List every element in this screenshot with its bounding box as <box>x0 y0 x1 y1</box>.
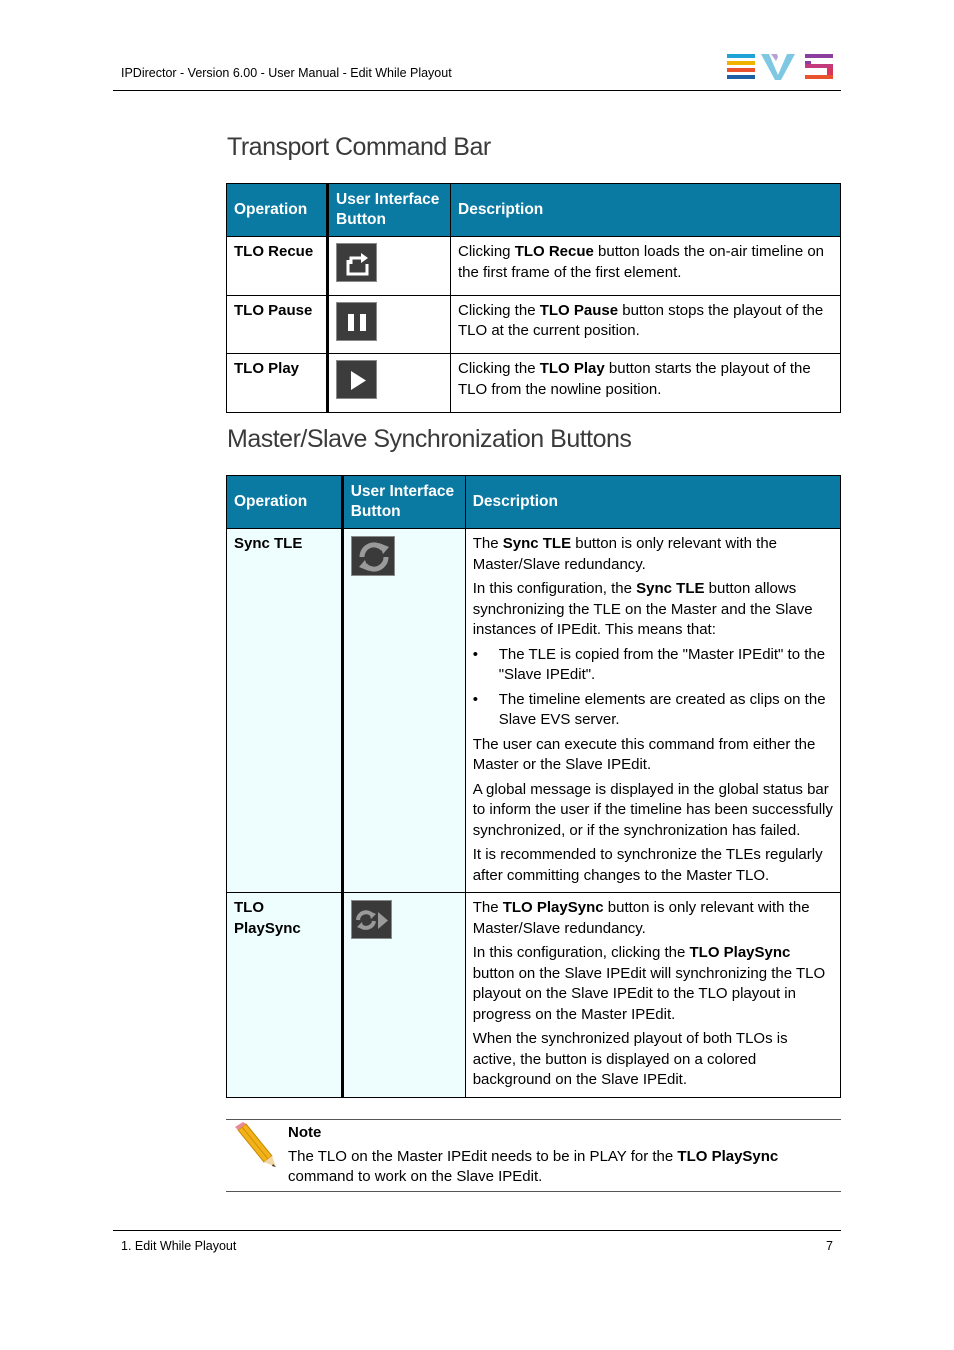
desc-text: button is only relevant with the Master/Slave redundancy. <box>472 899 810 937</box>
evs-logo <box>727 53 833 81</box>
ui-button-cell <box>342 893 465 1098</box>
desc-bold: TLO Play <box>539 360 605 377</box>
desc-text: button stops the playout of the TLO at the current position. <box>458 301 824 339</box>
desc-bold: TLO PlaySync <box>689 944 791 961</box>
desc-text: In this configuration, the <box>472 580 637 597</box>
note-bold: TLO PlaySync <box>677 1148 779 1165</box>
desc-bold: TLO Pause <box>539 301 619 319</box>
desc-text: button is only relevant with the Master/Slave redundancy. <box>472 535 778 573</box>
table-row <box>227 295 841 354</box>
ui-button-cell <box>328 295 451 354</box>
desc-paragraph: A global message is displayed in the global status bar to inform the user if the timeline has been successfully synchronized, or if the synchronization has failed. <box>472 780 833 839</box>
pause-icon <box>336 302 377 341</box>
desc-text: button loads the on-air timeline on the first frame of the first element. <box>458 243 825 281</box>
desc-bold: TLO Recue <box>514 243 594 260</box>
col-ui-button: User Interface Button <box>342 476 465 529</box>
note-box <box>226 1119 841 1192</box>
desc-text: Clicking the <box>458 301 540 319</box>
table-header-row <box>227 476 841 529</box>
description-cell <box>451 237 841 296</box>
desc-bold: Sync TLE <box>502 535 572 552</box>
desc-text: Clicking the <box>458 360 540 377</box>
play-icon <box>336 360 377 399</box>
page-footer <box>113 1230 841 1253</box>
description-cell <box>465 529 840 893</box>
recue-icon <box>336 243 377 282</box>
col-description: Description <box>465 476 840 529</box>
desc-text: The <box>472 535 503 552</box>
desc-paragraph: The user can execute this command from either the Master or the Slave IPEdit. <box>472 735 816 773</box>
desc-text: Clicking <box>458 243 515 260</box>
header-title: IPDirector - Version 6.00 - User Manual - Edit While Playout <box>121 66 452 80</box>
table-row <box>227 893 841 1098</box>
bullet-text: The timeline elements are created as clips on the Slave EVS server. <box>498 690 826 728</box>
desc-paragraph <box>473 898 833 939</box>
desc-paragraph <box>473 943 833 1025</box>
table-header-row <box>227 184 841 237</box>
page-header <box>113 50 841 91</box>
footer-chapter: 1. Edit While Playout <box>121 1239 237 1253</box>
playsync-icon <box>351 900 392 939</box>
desc-text: button on the Slave IPEdit will synchronizing the TLO playout on the Slave IPEdit to the TLO playout in progress on the Master IPEdit. <box>472 964 826 1023</box>
description-cell <box>465 893 840 1098</box>
note-text: The TLO on the Master IPEdit needs to be in PLAY for the <box>288 1148 678 1165</box>
ui-button-cell <box>328 354 451 413</box>
operation-cell: TLO Recue <box>227 237 328 296</box>
bullet-dot: • <box>472 645 478 663</box>
desc-text: The <box>472 899 503 916</box>
col-ui-button: User Interface Button <box>328 184 451 237</box>
desc-paragraph <box>473 579 833 641</box>
desc-paragraph: It is recommended to synchronize the TLEs regularly after committing changes to the Master TLO. <box>472 846 823 884</box>
desc-paragraph: When the synchronized playout of both TLOs is active, the button is displayed on a colored background on the Slave IPEdit. <box>472 1030 788 1088</box>
col-description: Description <box>451 184 841 237</box>
desc-text: In this configuration, clicking the <box>472 944 690 961</box>
description-cell <box>451 295 841 354</box>
col-operation: Operation <box>227 476 343 529</box>
operation-cell: TLO Pause <box>227 295 328 354</box>
bullet-dot: • <box>472 690 478 708</box>
note-body <box>288 1147 828 1187</box>
page-number: 7 <box>826 1239 833 1253</box>
operation-cell: Sync TLE <box>227 529 343 893</box>
transport-table <box>226 183 841 413</box>
col-operation: Operation <box>227 184 328 237</box>
desc-paragraph <box>473 534 833 575</box>
note-text: command to work on the Slave IPEdit. <box>288 1168 543 1185</box>
desc-text: button starts the playout of the TLO from the nowline position. <box>458 360 811 398</box>
list-item <box>473 645 833 686</box>
list-item <box>473 690 833 731</box>
operation-cell: TLO PlaySync <box>227 893 343 1098</box>
section-title-transport: Transport Command Bar <box>227 133 491 161</box>
pencil-icon <box>232 1122 280 1170</box>
description-cell <box>451 354 841 413</box>
ui-button-cell <box>342 529 465 893</box>
sync-table <box>226 475 841 1098</box>
ui-button-cell <box>328 237 451 296</box>
desc-text: button allows synchronizing the TLE on the Master and the Slave instances of IPEdit. This means that: <box>472 580 813 638</box>
sync-icon <box>351 536 395 576</box>
desc-bold: TLO PlaySync <box>502 899 604 916</box>
operation-cell: TLO Play <box>227 354 328 413</box>
table-row <box>227 354 841 413</box>
bullet-text: The TLE is copied from the "Master IPEdit" to the "Slave IPEdit". <box>498 645 826 683</box>
table-row <box>227 237 841 296</box>
section-title-sync: Master/Slave Synchronization Buttons <box>227 425 632 453</box>
note-title: Note <box>288 1124 322 1141</box>
desc-bold: Sync TLE <box>636 580 705 597</box>
table-row <box>227 529 841 893</box>
